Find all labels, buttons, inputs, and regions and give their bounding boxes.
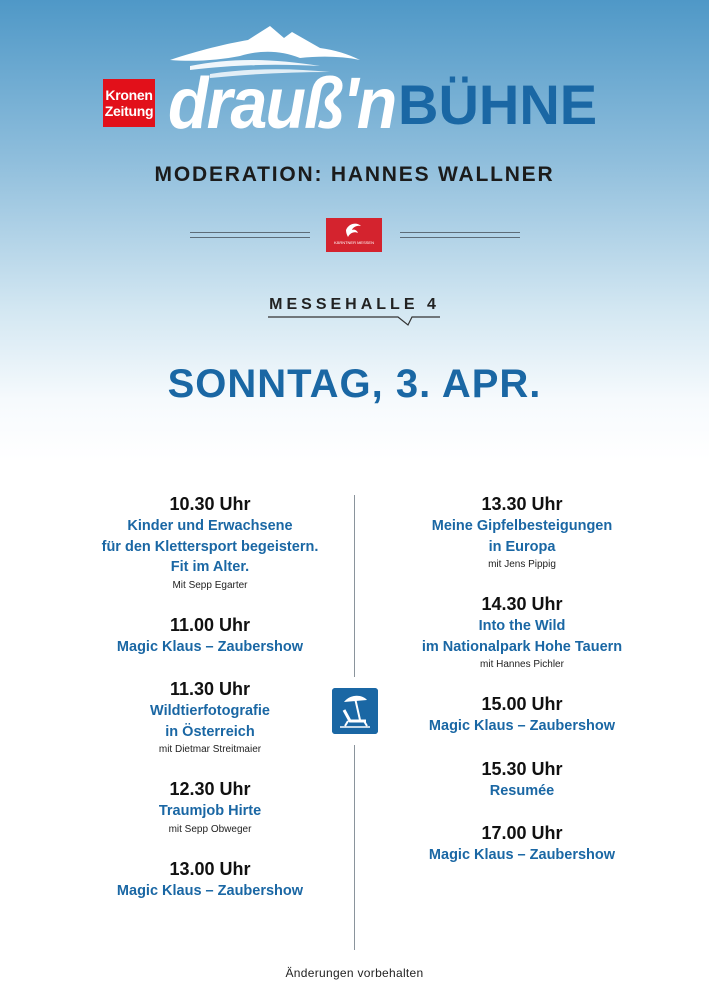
event-title: Magic Klaus – Zaubershow (428, 847, 616, 863)
event-time: 11.30 Uhr (169, 679, 251, 699)
event-title: Into the Wild im Nationalpark Hohe Tauern (421, 618, 623, 655)
event-time: 13.00 Uhr (169, 858, 251, 879)
column-divider-bottom (354, 745, 355, 950)
event-host: mit Hannes Pichler (480, 659, 564, 670)
event-host: mit Sepp Obweger (168, 823, 252, 835)
brand-title-main: drauß'n (168, 64, 396, 144)
schedule-event (60, 777, 360, 837)
messe-logo-text: KÄRNTNER MESSEN (333, 240, 374, 245)
messe-emblem-icon (344, 221, 364, 239)
schedule-event (372, 492, 672, 572)
schedule-event (60, 492, 360, 593)
event-title: Magic Klaus – Zaubershow (116, 638, 304, 655)
schedule-column-right (372, 492, 672, 886)
event-title: Meine Gipfelbesteigungen in Europa (431, 518, 613, 555)
kronen-zeitung-logo (103, 79, 155, 127)
schedule-event (372, 592, 672, 672)
schedule-event (60, 857, 360, 902)
event-time: 17.00 Uhr (481, 823, 563, 843)
event-time: 15.00 Uhr (481, 694, 563, 714)
venue-label: MESSEHALLE 4 (269, 296, 440, 313)
event-time: 14.30 Uhr (481, 594, 563, 614)
krone-logo-line1: Kronen (105, 87, 153, 103)
schedule-event (372, 757, 672, 802)
date-title: SONNTAG, 3. APR. (167, 362, 542, 406)
divider-left (190, 232, 310, 238)
divider-right (400, 232, 520, 238)
event-title: Magic Klaus – Zaubershow (116, 882, 304, 899)
event-time: 12.30 Uhr (169, 779, 251, 799)
event-time: 10.30 Uhr (169, 494, 251, 514)
schedule-column-left (60, 492, 360, 921)
event-title: Resumée (489, 782, 555, 799)
event-title: Traumjob Hirte (158, 803, 262, 819)
event-title: Wildtierfotografie in Österreich (150, 703, 270, 740)
event-host: mit Jens Pippig (488, 559, 556, 570)
footer-note: Änderungen vorbehalten (285, 966, 424, 980)
schedule-event (60, 613, 360, 658)
krone-logo-line2: Zeitung (104, 103, 154, 119)
schedule-event (372, 692, 672, 737)
event-time: 13.30 Uhr (481, 494, 563, 514)
event-time: 15.30 Uhr (481, 758, 563, 779)
event-title: Magic Klaus – Zaubershow (428, 718, 616, 734)
column-divider-top (354, 495, 355, 677)
kaerntner-messen-logo (326, 218, 382, 252)
event-time: 11.00 Uhr (169, 614, 251, 635)
event-title: Kinder und Erwachsene für den Klettersport begeistern. Fit im Alter. (101, 518, 319, 575)
event-host: Mit Sepp Egarter (172, 579, 248, 591)
brand-title-stage: BÜHNE (398, 73, 598, 136)
venue-underline (268, 312, 440, 328)
schedule-event (372, 821, 672, 866)
schedule-event (60, 677, 360, 757)
moderation-line: MODERATION: HANNES WALLNER (154, 163, 555, 186)
event-host: mit Dietmar Streitmaier (158, 744, 262, 755)
